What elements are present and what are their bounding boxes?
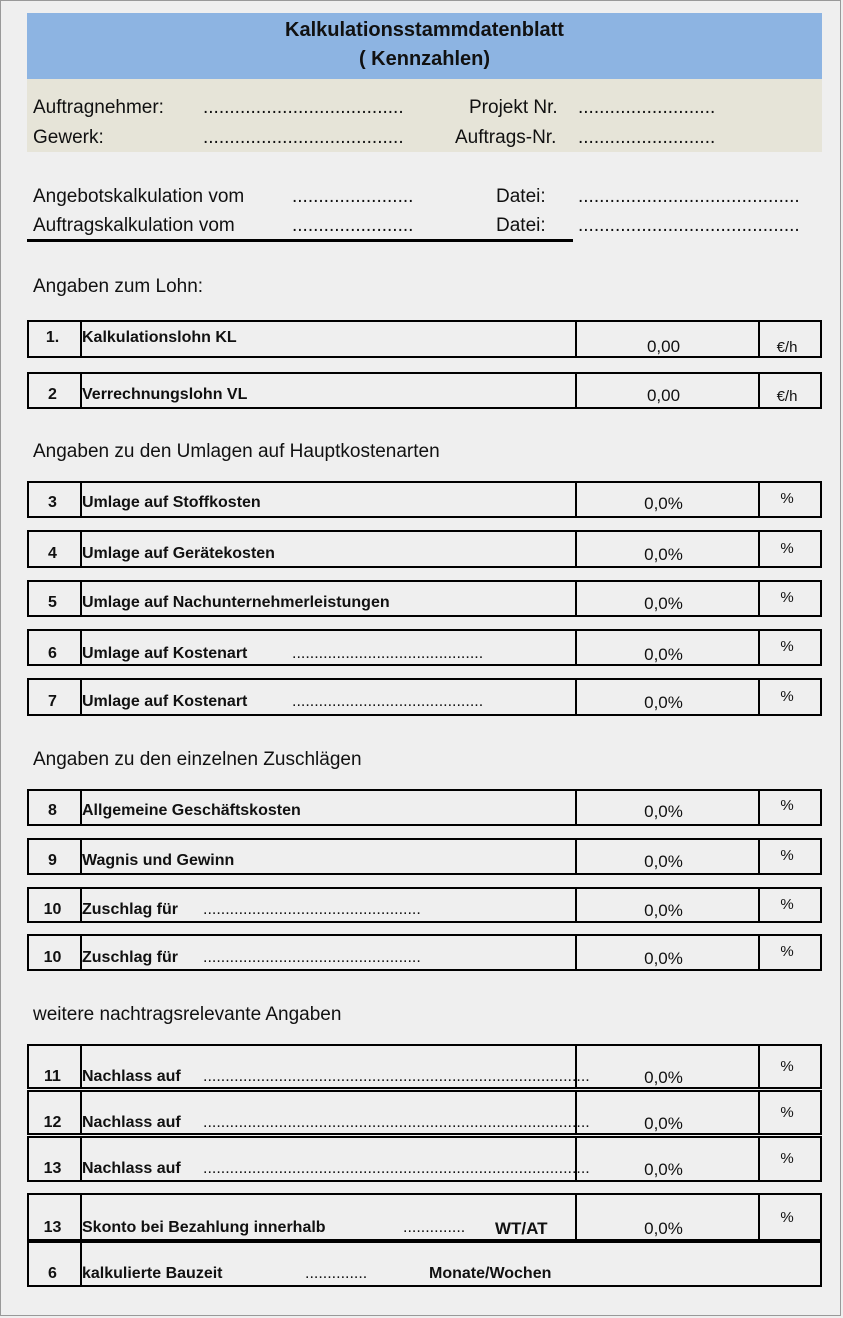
- section-heading-lohn: Angaben zum Lohn:: [33, 276, 204, 297]
- section-heading-umlagen: Angaben zu den Umlagen auf Hauptkostenarten: [33, 441, 440, 462]
- row-number: 8: [48, 802, 57, 819]
- row-value[interactable]: 0,0%: [644, 693, 683, 712]
- row-dots-field[interactable]: ..............: [403, 1219, 466, 1236]
- auftrag-datei-label: Datei:: [496, 215, 546, 236]
- angebot-date-field[interactable]: .......................: [292, 186, 414, 207]
- row-number: 3: [48, 494, 57, 511]
- row-label: Umlage auf Gerätekosten: [82, 545, 275, 562]
- row-dots-field[interactable]: ...........................................: [292, 645, 484, 662]
- row-dots-field[interactable]: .......................................................................................: [203, 1160, 590, 1177]
- row-unit: %: [780, 589, 794, 606]
- row-value[interactable]: 0,0%: [644, 545, 683, 564]
- row-number: 5: [48, 594, 57, 611]
- row-label: kalkulierte Bauzeit: [82, 1265, 223, 1282]
- row-extra-label: Monate/Wochen: [429, 1265, 552, 1282]
- row-number: 10: [43, 949, 62, 966]
- row-unit: %: [780, 540, 794, 557]
- row-dots-field[interactable]: .......................................................................................: [203, 1114, 590, 1131]
- row-value[interactable]: 0,0%: [644, 1068, 683, 1087]
- row-unit: %: [780, 847, 794, 864]
- row-value[interactable]: 0,0%: [644, 594, 683, 613]
- row-value[interactable]: 0,0%: [644, 802, 683, 821]
- row-number: 13: [43, 1219, 62, 1236]
- row-unit: %: [780, 1058, 794, 1075]
- projekt-nr-field[interactable]: ..........................: [578, 97, 716, 118]
- row-value[interactable]: 0,0%: [644, 949, 683, 968]
- section-heading-weitere: weitere nachtragsrelevante Angaben: [33, 1004, 342, 1025]
- row-unit: %: [780, 1104, 794, 1121]
- row-label: Nachlass auf: [82, 1160, 181, 1177]
- angebot-datei-label: Datei:: [496, 186, 546, 207]
- underline-divider: [27, 239, 573, 242]
- row-value[interactable]: 0,0%: [644, 1219, 683, 1238]
- row-unit: %: [780, 943, 794, 960]
- row-number: 12: [43, 1114, 62, 1131]
- row-extra-label: WT/AT: [495, 1219, 548, 1238]
- auftragnehmer-label: Auftragnehmer:: [33, 97, 164, 118]
- row-unit: €/h: [776, 339, 798, 356]
- row-label: Umlage auf Kostenart: [82, 645, 248, 662]
- row-value[interactable]: 0,0%: [644, 1160, 683, 1179]
- row-number: 10: [43, 901, 62, 918]
- row-number: 6: [48, 645, 57, 662]
- row-value[interactable]: 0,00: [646, 386, 681, 405]
- row-unit: %: [780, 1150, 794, 1167]
- row-label: Umlage auf Stoffkosten: [82, 494, 261, 511]
- row-dots-field[interactable]: ...........................................: [292, 693, 484, 710]
- row-dots-field[interactable]: .......................................................................................: [203, 1068, 590, 1085]
- row-value[interactable]: 0,0%: [644, 901, 683, 920]
- title-bar: [27, 13, 822, 79]
- auftrag-label: Auftragskalkulation vom: [33, 215, 235, 236]
- row-label: Umlage auf Kostenart: [82, 693, 248, 710]
- row-unit: %: [780, 797, 794, 814]
- row-value[interactable]: 0,0%: [644, 494, 683, 513]
- row-number: 1.: [45, 329, 60, 346]
- row-number: 6: [48, 1265, 57, 1282]
- row-number: 9: [48, 852, 57, 869]
- row-unit: %: [780, 896, 794, 913]
- row-number: 4: [48, 545, 57, 562]
- angebot-label: Angebotskalkulation vom: [33, 186, 245, 207]
- row-number: 11: [44, 1068, 61, 1085]
- row-number: 7: [48, 693, 57, 710]
- row-unit: %: [780, 490, 794, 507]
- auftrags-nr-label: Auftrags-Nr.: [455, 127, 557, 148]
- row-unit: €/h: [776, 388, 798, 405]
- row-number: 2: [48, 386, 57, 403]
- row-label: Zuschlag für: [82, 949, 179, 966]
- page-title: Kalkulationsstammdatenblatt: [285, 19, 564, 41]
- page-subtitle: ( Kennzahlen): [358, 48, 491, 70]
- auftragnehmer-field[interactable]: ......................................: [203, 97, 404, 118]
- row-number: 13: [43, 1160, 62, 1177]
- auftrag-date-field[interactable]: .......................: [292, 215, 414, 236]
- auftrags-nr-field[interactable]: ..........................: [578, 127, 716, 148]
- row-label: Kalkulationslohn KL: [82, 329, 237, 346]
- row-label: Zuschlag für: [82, 901, 179, 918]
- row-label: Nachlass auf: [82, 1114, 181, 1131]
- row-label: Wagnis und Gewinn: [82, 852, 235, 869]
- row-value[interactable]: 0,0%: [644, 1114, 683, 1133]
- row-dots-field[interactable]: ..............: [305, 1265, 368, 1282]
- row-dots-field[interactable]: .................................................: [203, 901, 421, 918]
- auftrag-datei-field[interactable]: ..........................................: [578, 215, 800, 236]
- row-value[interactable]: 0,00: [646, 337, 681, 356]
- row-label: Verrechnungslohn VL: [82, 386, 248, 403]
- row-value[interactable]: 0,0%: [644, 645, 683, 664]
- section-heading-zuschlaege: Angaben zu den einzelnen Zuschlägen: [33, 749, 362, 770]
- row-label: Allgemeine Geschäftskosten: [82, 802, 301, 819]
- row-label: Nachlass auf: [82, 1068, 181, 1085]
- angebot-datei-field[interactable]: ..........................................: [578, 186, 800, 207]
- row-unit: %: [780, 688, 794, 705]
- gewerk-field[interactable]: ......................................: [203, 127, 404, 148]
- row-label: Skonto bei Bezahlung innerhalb: [82, 1219, 326, 1236]
- gewerk-label: Gewerk:: [33, 127, 104, 148]
- row-unit: %: [780, 1209, 794, 1226]
- projekt-nr-label: Projekt Nr.: [469, 97, 558, 118]
- row-value[interactable]: 0,0%: [644, 852, 683, 871]
- row-label: Umlage auf Nachunternehmerleistungen: [82, 594, 390, 611]
- row-dots-field[interactable]: .................................................: [203, 949, 421, 966]
- row-unit: %: [780, 638, 794, 655]
